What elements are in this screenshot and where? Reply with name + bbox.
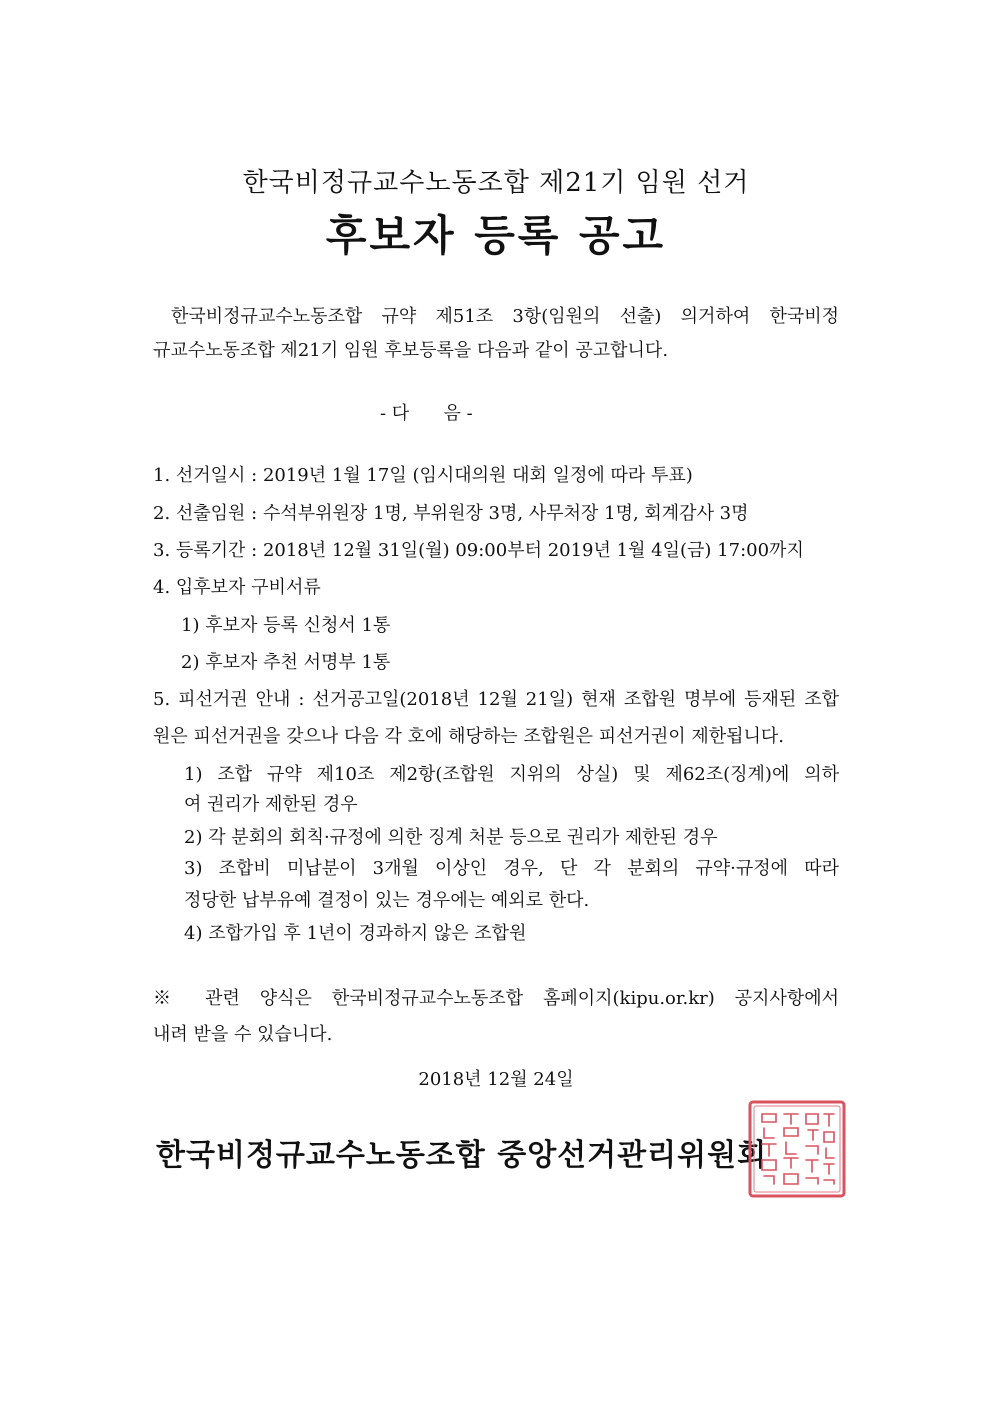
item-required-doc-1: 1) 후보자 등록 신청서 1통 [181, 615, 391, 636]
item-election-date: 1. 선거일시 : 2019년 1월 17일 (임시대의원 대회 일정에 따라 투표) [153, 465, 693, 486]
restriction-2: 2) 각 분회의 회칙·규정에 의한 징계 처분 등으로 권리가 제한된 경우 [184, 827, 718, 848]
official-seal-icon [748, 1100, 846, 1198]
restriction-1-line-1: 1) 조합 규약 제10조 제2항(조합원 지위의 상실) 및 제62조(징계)에 의하 [184, 764, 839, 785]
note-line-2: 내려 받을 수 있습니다. [153, 1024, 333, 1045]
notice-title: 후보자 등록 공고 [325, 211, 667, 260]
intro-line-2: 규교수노동조합 제21기 임원 후보등록을 다음과 같이 공고합니다. [153, 340, 669, 361]
item-eligibility-line-2: 원은 피선거권을 갖으나 다음 각 호에 해당하는 조합원은 피선거권이 제한됩니다. [153, 726, 785, 747]
restriction-3-line-2: 정당한 납부유예 결정이 있는 경우에는 예외로 한다. [184, 890, 590, 911]
restriction-4: 4) 조합가입 후 1년이 경과하지 않은 조합원 [184, 923, 527, 944]
restriction-3-line-1: 3) 조합비 미납분이 3개월 이상인 경우, 단 각 분회의 규약·규정에 따라 [184, 858, 839, 879]
item-required-doc-2: 2) 후보자 추천 서명부 1통 [181, 652, 391, 673]
committee-signature: 한국비정규교수노동조합 중앙선거관리위원회 [156, 1138, 768, 1173]
section-separator: - 다 음 - [380, 403, 473, 424]
notice-date: 2018년 12월 24일 [418, 1069, 574, 1090]
intro-line-1: 한국비정규교수노동조합 규약 제51조 3항(임원의 선출) 의거하여 한국비정 [171, 306, 839, 327]
note-line-1: ※ 관련 양식은 한국비정규교수노동조합 홈페이지(kipu.or.kr) 공지사항에서 [153, 988, 839, 1009]
item-registration-period: 3. 등록기간 : 2018년 12월 31일(월) 09:00부터 2019년 1월 4일(금) 17:00까지 [153, 540, 804, 561]
item-positions: 2. 선출임원 : 수석부위원장 1명, 부위원장 3명, 사무처장 1명, 회계감사 3명 [153, 503, 749, 524]
item-required-documents: 4. 입후보자 구비서류 [153, 577, 321, 598]
item-eligibility-line-1: 5. 피선거권 안내 : 선거공고일(2018년 12월 21일) 현재 조합원 명부에 등재된 조합 [153, 689, 839, 710]
election-title: 한국비정규교수노동조합 제21기 임원 선거 [242, 168, 750, 198]
restriction-1-line-2: 여 권리가 제한된 경우 [184, 794, 358, 815]
